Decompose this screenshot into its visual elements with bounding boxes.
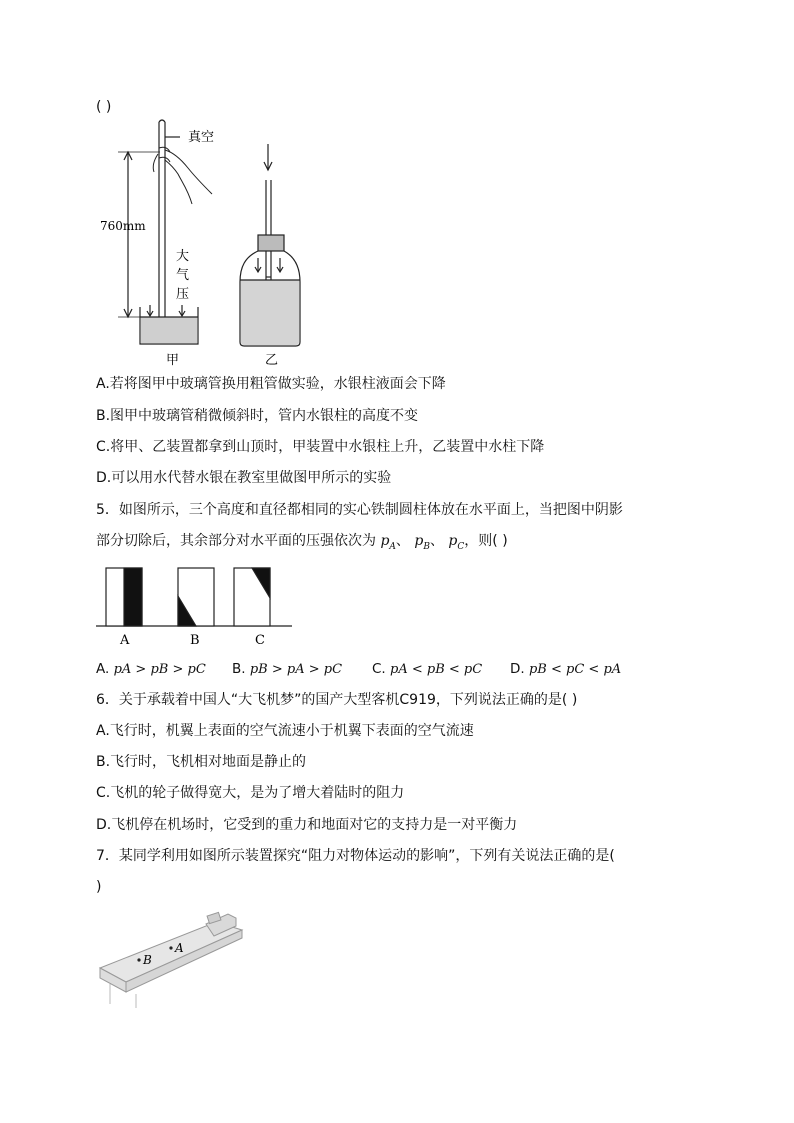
label-atm-3: 压 xyxy=(176,287,190,302)
label-vacuum: 真空 xyxy=(188,130,215,145)
cylinder-a xyxy=(106,568,142,626)
label-point-a: A xyxy=(175,941,184,955)
q5-option-a: A. pA > pB > pC xyxy=(96,661,206,677)
q5-stem-line1: 5．如图所示，三个高度和直径都相同的实心铁制圆柱体放在水平面上，当把图中阴影 xyxy=(96,502,623,518)
q6-option-b: B.飞行时，飞机相对地面是静止的 xyxy=(96,754,307,770)
q5-stem-line2: 部分切除后，其余部分对水平面的压强依次为 $p_A$、 $p_B$、 $p_C$，则( ) xyxy=(96,533,508,552)
pressure-a: $p_A$ xyxy=(380,533,396,552)
q4-option-c: C.将甲、乙装置都拿到山顶时，甲装置中水银柱上升，乙装置中水柱下降 xyxy=(96,439,545,455)
label-point-b: B xyxy=(143,953,152,967)
label-atm-2: 气 xyxy=(176,268,190,283)
label-b: B xyxy=(190,633,200,648)
q5-option-d: D. pB < pC < pA xyxy=(510,661,622,677)
q5-options xyxy=(96,659,656,681)
cylinder-c xyxy=(234,568,270,626)
pressure-c: $p_C$ xyxy=(448,533,465,552)
point-a xyxy=(169,946,172,949)
q6-stem: 6．关于承载着中国人“大飞机梦”的国产大型客机C919，下列说法正确的是( ) xyxy=(96,692,578,708)
q7-stem-line2: ) xyxy=(96,879,102,895)
q4-option-b: B.图甲中玻璃管稍微倾斜时，管内水银柱的高度不变 xyxy=(96,408,419,424)
q5-stem-pre: 部分切除后，其余部分对水平面的压强依次为 xyxy=(96,533,376,549)
q4-option-d: D.可以用水代替水银在教室里做图甲所示的实验 xyxy=(96,470,392,486)
q6-option-d: D.飞机停在机场时，它受到的重力和地面对它的支持力是一对平衡力 xyxy=(96,817,518,833)
label-a: A xyxy=(120,633,130,648)
label-yi: 乙 xyxy=(265,353,279,368)
pressure-b: $p_B$ xyxy=(414,533,430,552)
q5-option-c: C. pA < pB < pC xyxy=(372,661,483,677)
label-atm-1: 大 xyxy=(176,249,190,264)
point-b xyxy=(137,958,140,961)
q5-stem-post: ，则( ) xyxy=(464,533,508,549)
inclined-board-apparatus xyxy=(100,912,242,1008)
bottle-apparatus-yi xyxy=(240,144,300,346)
q6-option-a: A.飞行时，机翼上表面的空气流速小于机翼下表面的空气流速 xyxy=(96,723,474,739)
q4-figure xyxy=(100,112,340,370)
q5-figure xyxy=(96,560,296,652)
q5-option-b: B. pB > pA > pC xyxy=(232,661,343,677)
label-height: 760mm xyxy=(100,219,146,233)
q7-figure xyxy=(96,908,256,1014)
q4-stem-tail: ( ) xyxy=(96,99,112,115)
q6-option-c: C.飞机的轮子做得宽大，是为了增大着陆时的阻力 xyxy=(96,785,405,801)
label-jia: 甲 xyxy=(166,353,180,368)
q7-stem-line1: 7．某同学利用如图所示装置探究“阻力对物体运动的影响”，下列有关说法正确的是( xyxy=(96,848,615,864)
label-c: C xyxy=(255,633,265,648)
q4-option-a: A.若将图甲中玻璃管换用粗管做实验，水银柱液面会下降 xyxy=(96,376,446,392)
cylinder-b xyxy=(178,568,214,626)
